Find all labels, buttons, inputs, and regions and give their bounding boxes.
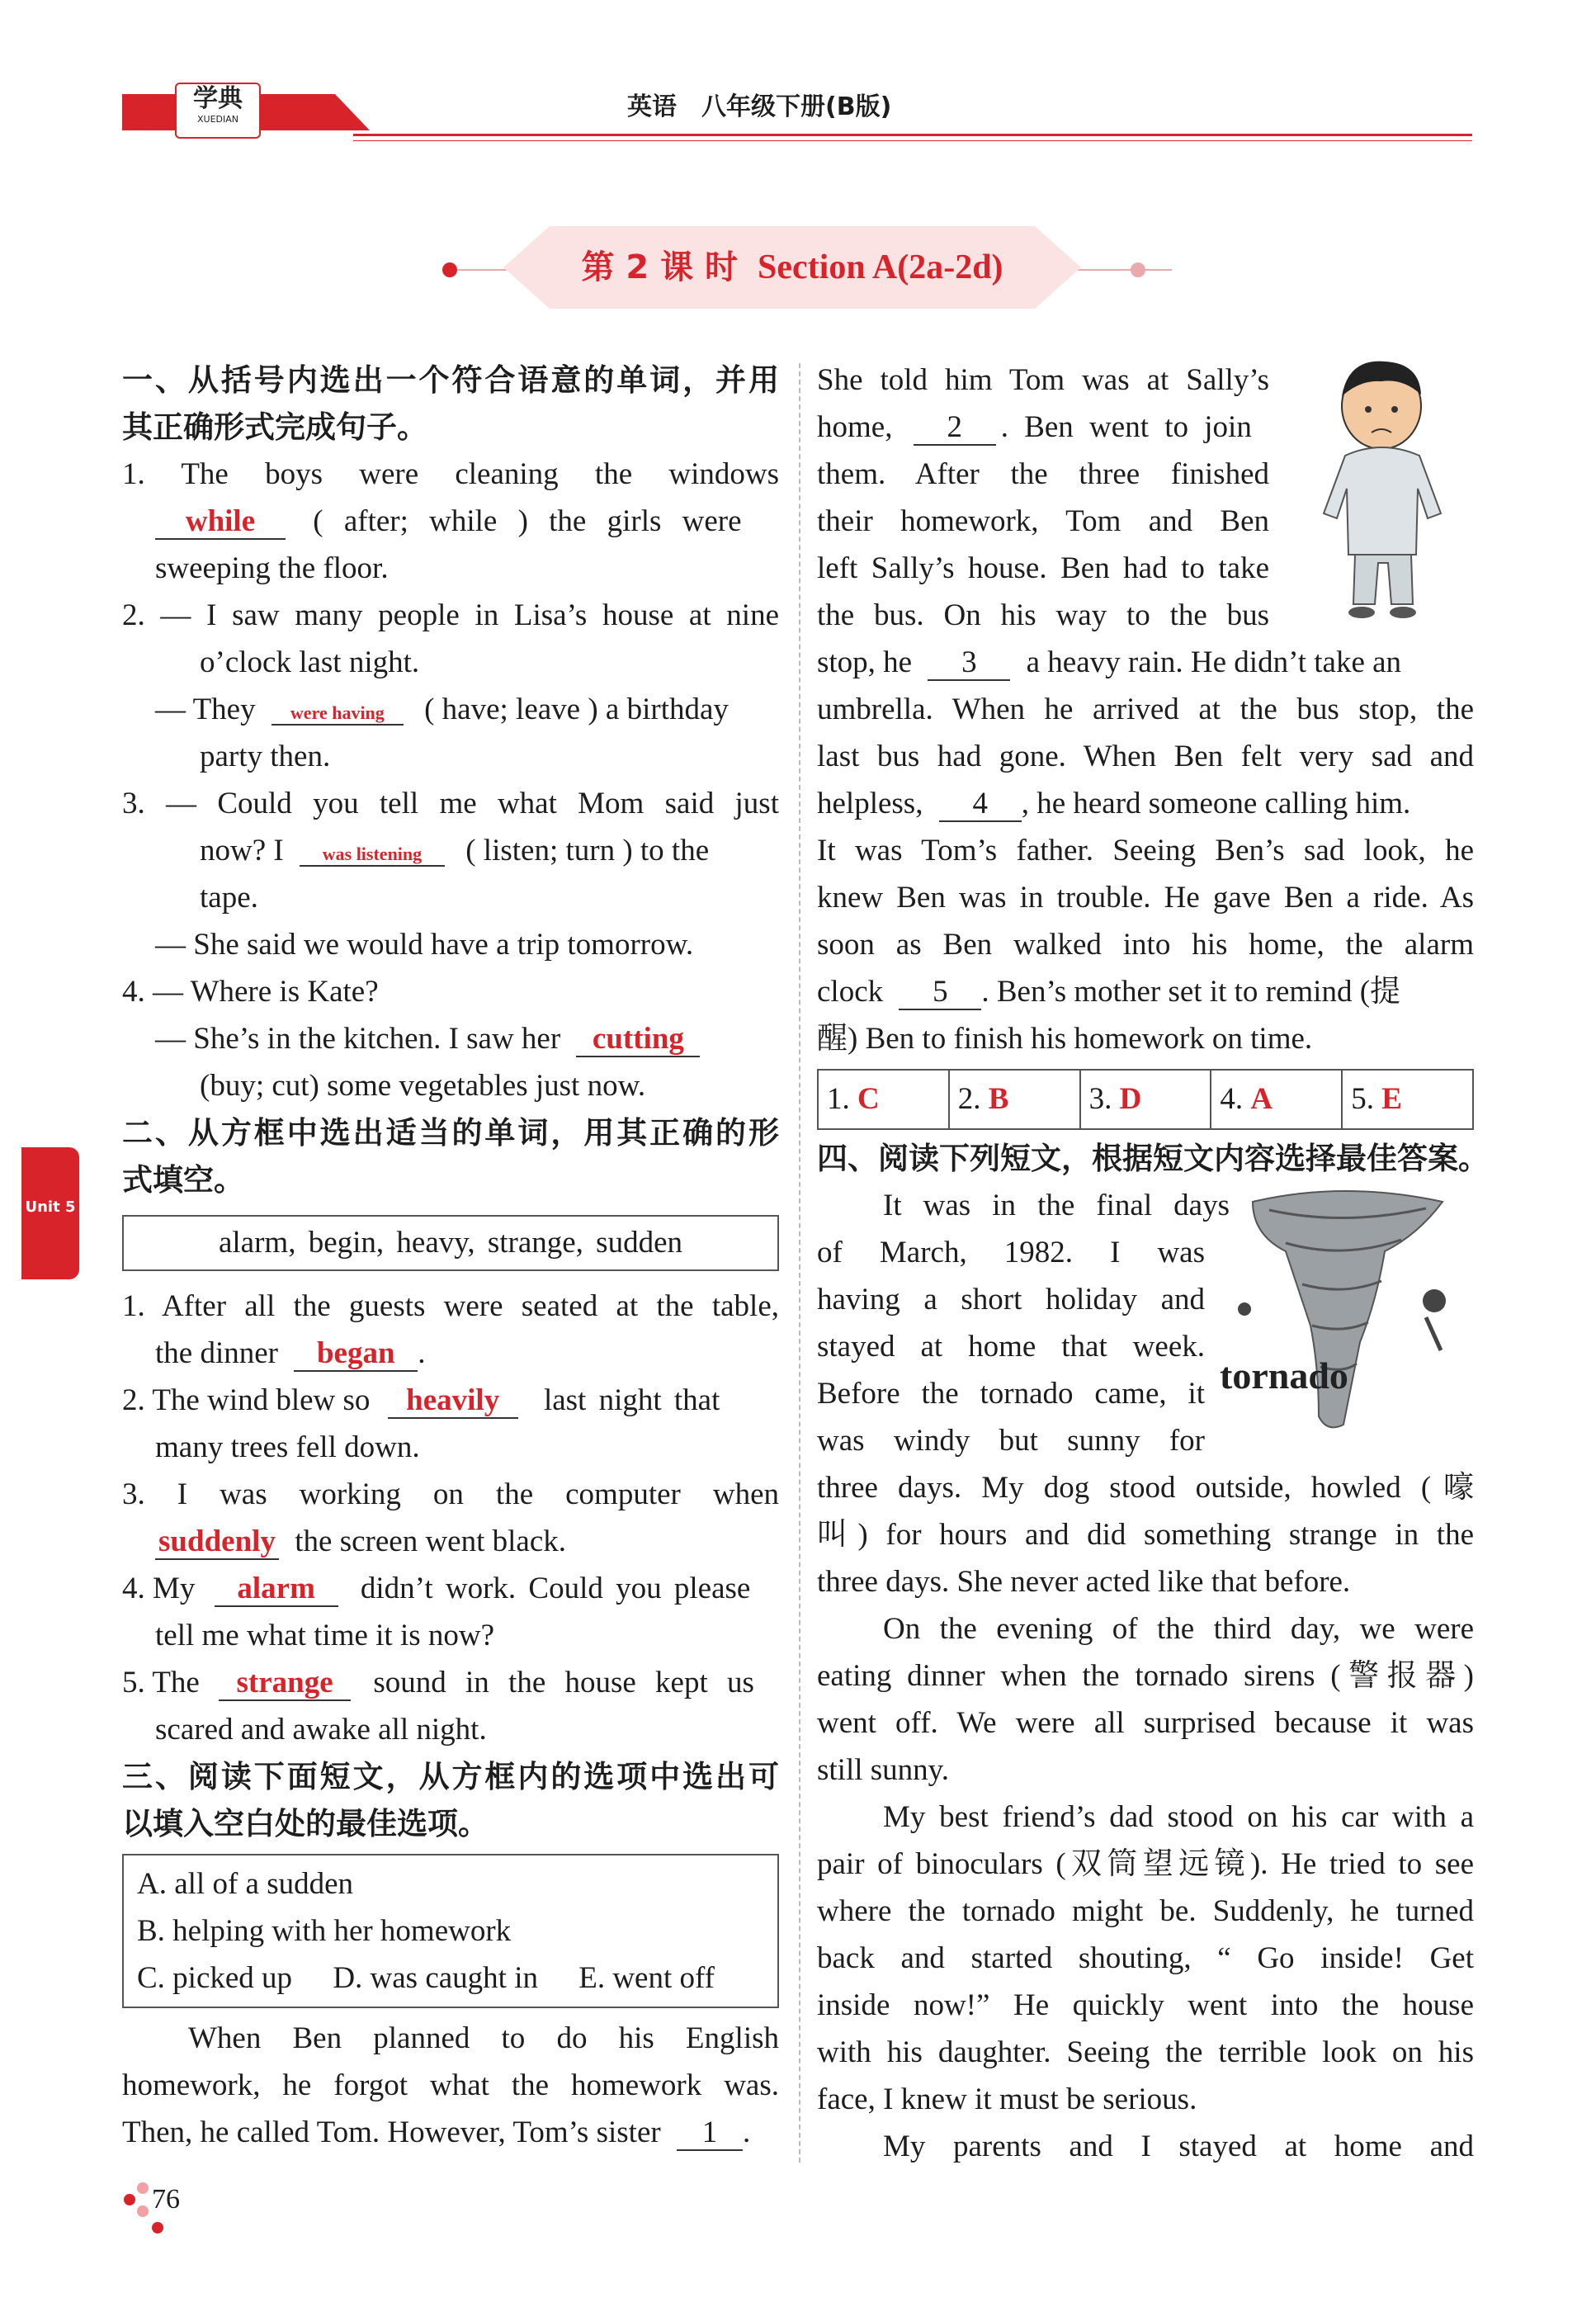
- p4-l12: went off. We were all surprised because it was: [817, 1706, 1474, 1740]
- p2-q1-end: .: [418, 1336, 426, 1370]
- p2-q2-line2: many trees fell down.: [155, 1430, 420, 1464]
- p3-r5: left Sally’s house. Ben had to take: [817, 551, 1269, 585]
- section-name: Section A(2a-2d): [758, 248, 1003, 286]
- header-rule-thin: [353, 140, 1472, 141]
- p3-r6: the bus. On his way to the bus: [817, 598, 1269, 632]
- p4-l3: having a short holiday and: [817, 1283, 1205, 1316]
- tornado-drawing: [1220, 1185, 1467, 1449]
- column-divider: [799, 363, 800, 2163]
- p2-q3-line2: [122, 1518, 779, 1565]
- p1-q1-answer: while: [155, 506, 286, 540]
- p2-q3-answer: suddenly: [155, 1526, 279, 1560]
- boy-illustration: [1296, 357, 1477, 629]
- logo-cn: 学典: [193, 84, 243, 113]
- answer-num-4: 4.: [1220, 1082, 1244, 1116]
- p3-r14-text-b: . Ben’s mother set it to remind (提: [981, 975, 1401, 1009]
- p1-q2-text-b: ( have; leave ) a birthday: [424, 693, 729, 726]
- p2-q5-answer: strange: [219, 1667, 351, 1701]
- page-number-area: [124, 2179, 223, 2245]
- p3-blank-5: 5: [899, 976, 981, 1010]
- answer-val-4: A: [1250, 1082, 1273, 1116]
- p1-q3-text-a: now? I: [200, 834, 284, 867]
- p1-q4-line3: (buy; cut) some vegetables just now.: [200, 1069, 646, 1103]
- p1-q3-text-b: ( listen; turn ) to the: [465, 834, 710, 867]
- p3-r2: [817, 404, 1269, 451]
- answer-val-1: C: [857, 1082, 880, 1116]
- p2-q3-text: the screen went black.: [295, 1524, 566, 1558]
- p1-q2-answer: were having: [272, 704, 404, 726]
- deco-dot-4: [152, 2222, 163, 2234]
- p1-q3-line4: — She said we would have a trip tomorrow.: [155, 928, 694, 962]
- banner-dot-left: [442, 262, 457, 277]
- answer-val-3: D: [1119, 1082, 1142, 1116]
- part3-heading-1: 三、阅读下面短文，从方框内的选项中选出可: [122, 1759, 779, 1794]
- p3-blank-1: 1: [677, 2117, 743, 2151]
- lesson-banner: [380, 221, 1213, 319]
- p4-l6: was windy but sunny for: [817, 1424, 1205, 1458]
- option-e: E. went off: [578, 1961, 715, 1995]
- answer-cell-2: [950, 1071, 1081, 1128]
- p3-r7: [817, 639, 1474, 686]
- p1-q2-line3: [122, 686, 779, 733]
- deco-dot-2: [137, 2182, 149, 2194]
- p4-l5: Before the tornado came, it: [817, 1377, 1205, 1411]
- p1-q2-line2: o’clock last night.: [200, 645, 420, 679]
- tornado-illustration: [1220, 1185, 1467, 1449]
- page-header: [122, 83, 1472, 149]
- p1-q4-text: — She’s in the kitchen. I saw her: [155, 1022, 561, 1056]
- answer-val-2: B: [988, 1082, 1009, 1116]
- p1-q4-line2: [122, 1015, 779, 1062]
- p1-q4-answer: cutting: [576, 1023, 700, 1057]
- p3-r2-text-a: home,: [817, 410, 893, 444]
- answer-val-5: E: [1381, 1082, 1402, 1116]
- unit-tab-label: Unit 5: [25, 1198, 76, 1216]
- p2-q5-text-a: 5. The: [122, 1666, 200, 1699]
- part4-heading: 四、阅读下列短文，根据短文内容选择最佳答案。: [817, 1141, 1489, 1176]
- part3-option-box: [122, 1854, 779, 2008]
- unit-side-tab: [21, 1147, 79, 1279]
- p3-r8: umbrella. When he arrived at the bus stop, the: [817, 693, 1474, 726]
- banner-dot-right: [1131, 262, 1145, 277]
- p4-l7: three days. My dog stood outside, howled (嚎: [817, 1471, 1474, 1505]
- p3-r13: soon as Ben walked into his home, the alarm: [817, 928, 1474, 962]
- p3-passage-line1: When Ben planned to do his English: [188, 2021, 779, 2055]
- boy-drawing: [1296, 357, 1477, 629]
- p1-q2-text-a: — They: [155, 693, 256, 726]
- p2-q1-text: the dinner: [155, 1336, 278, 1370]
- part3-heading-2: 以填入空白处的最佳选项。: [122, 1806, 489, 1841]
- p3-passage-line3: Then, he called Tom. However, Tom’s sister 1 .: [122, 2115, 751, 2149]
- left-column: [122, 357, 779, 2156]
- p4-l16: where the tornado might be. Suddenly, he turned: [817, 1894, 1474, 1928]
- p3-r14-text-a: clock: [817, 975, 884, 1009]
- p3-r10-text-a: helpless,: [817, 787, 923, 820]
- p1-q2-line1: 2. — I saw many people in Lisa’s house at nine: [122, 598, 779, 632]
- p4-l13: still sunny.: [817, 1753, 950, 1787]
- p3-r4: their homework, Tom and Ben: [817, 504, 1269, 538]
- answer-num-3: 3.: [1088, 1082, 1112, 1116]
- p4-l18: inside now!” He quickly went into the house: [817, 1988, 1474, 2022]
- part3-answer-table: [817, 1069, 1474, 1130]
- part1-heading-1: 一、从括号内选出一个符合语意的单词，并用: [122, 362, 779, 398]
- p3-blank-2: 2: [914, 412, 996, 446]
- option-cde: [137, 1955, 764, 2002]
- p3-r7-text-a: stop, he: [817, 645, 913, 679]
- p4-l9: three days. She never acted like that before.: [817, 1565, 1351, 1599]
- p4-l20: face, I knew it must be serious.: [817, 2082, 1197, 2116]
- part4-passage: [817, 1182, 1474, 2170]
- logo: [175, 83, 261, 139]
- p2-q4-text-a: 4. My: [122, 1572, 196, 1605]
- part2-heading-2: 式填空。: [122, 1162, 244, 1198]
- deco-dot-1: [124, 2194, 135, 2205]
- p2-q4-text-b: didn’t work. Could you please: [360, 1572, 751, 1605]
- p4-l19: with his daughter. Seeing the terrible look on his: [817, 2035, 1474, 2069]
- p1-q1-line3: sweeping the floor.: [155, 551, 389, 585]
- header-rule: [353, 134, 1472, 136]
- p2-q2-text-a: 2. The wind blew so: [122, 1383, 371, 1417]
- p3-r10-text-b: , he heard someone calling him.: [1021, 787, 1411, 820]
- option-d: D. was caught in: [333, 1961, 538, 1995]
- part2-word-box: alarm, begin, heavy, strange, sudden: [122, 1215, 779, 1271]
- p3-r12: knew Ben was in trouble. He gave Ben a ride. As: [817, 881, 1474, 915]
- p2-q5-line2: scared and awake all night.: [155, 1713, 487, 1747]
- answer-cell-4: [1211, 1071, 1343, 1128]
- p4-l2: of March, 1982. I was: [817, 1236, 1205, 1269]
- answer-num-5: 5.: [1351, 1082, 1374, 1116]
- p2-q4-line2: tell me what time it is now?: [155, 1619, 495, 1652]
- part2-heading-1: 二、从方框中选出适当的单词，用其正确的形: [122, 1115, 779, 1151]
- p4-l15: pair of binoculars (双筒望远镜). He tried to see: [817, 1847, 1474, 1881]
- p2-q2-text-b: last night that: [543, 1383, 720, 1417]
- p2-q4-line1: [122, 1565, 779, 1612]
- p3-blank-3: 3: [928, 647, 1010, 681]
- p1-q2-line4: party then.: [200, 740, 331, 773]
- p4-l17: back and started shouting, “ Go inside! Get: [817, 1941, 1474, 1975]
- answer-num-2: 2.: [957, 1082, 981, 1116]
- option-a: A. all of a sudden: [137, 1867, 354, 1901]
- p3-r3: them. After the three finished: [817, 457, 1269, 491]
- p2-q2-answer: heavily: [388, 1385, 518, 1419]
- answer-cell-1: [819, 1071, 950, 1128]
- p3-passage-line2: homework, he forgot what the homework was.: [122, 2068, 779, 2102]
- answer-num-1: 1.: [827, 1082, 850, 1116]
- p1-q3-line2: [122, 827, 779, 874]
- option-c: C. picked up: [137, 1961, 293, 1995]
- p3-blank-4: 4: [939, 788, 1022, 822]
- p1-q1-text: ( after; while ) the girls were: [313, 504, 742, 538]
- p4-l14: My best friend’s dad stood on his car with a: [883, 1800, 1474, 1834]
- answer-cell-3: [1081, 1071, 1212, 1128]
- p4-l10: On the evening of the third day, we were: [883, 1612, 1474, 1646]
- p4-l11: eating dinner when the tornado sirens (警报器): [817, 1659, 1474, 1693]
- p1-q4-line1: 4. — Where is Kate?: [122, 975, 379, 1009]
- p3-r10: [817, 780, 1474, 827]
- banner-text: [503, 226, 1081, 309]
- p4-l21: My parents and I stayed at home and: [883, 2130, 1474, 2163]
- p1-q3-line3: tape.: [200, 881, 258, 915]
- p3-r2-text-b: . Ben went to join: [1000, 410, 1252, 444]
- p3-r15: 醒) Ben to finish his homework on time.: [817, 1022, 1313, 1056]
- p3-r1: She told him Tom was at Sally’s: [817, 363, 1269, 397]
- logo-en: XUEDIAN: [196, 114, 238, 125]
- page-number: 76: [152, 2184, 180, 2215]
- answer-cell-5: [1343, 1071, 1472, 1128]
- p1-q1-line2: [122, 498, 779, 545]
- p2-q5-text-b: sound in the house kept us: [373, 1666, 754, 1699]
- part1-heading-2: 其正确形式完成句子。: [122, 409, 427, 445]
- deco-dot-3: [137, 2205, 149, 2217]
- right-column: [817, 357, 1489, 2170]
- p2-q1-line1: 1. After all the guests were seated at the table,: [122, 1289, 779, 1323]
- p1-q3-line1: 3. — Could you tell me what Mom said just: [122, 787, 779, 820]
- p3-passage-text: Then, he called Tom. However, Tom’s sister: [122, 2115, 661, 2149]
- p2-q2-line1: [122, 1377, 779, 1424]
- p2-q3-line1: 3. I was working on the computer when: [122, 1477, 779, 1511]
- p2-q4-answer: alarm: [215, 1573, 338, 1607]
- tornado-label: tornado: [1220, 1354, 1348, 1397]
- p4-l8: 叫) for hours and did something strange in the: [817, 1518, 1474, 1552]
- p3-r14: [817, 968, 1474, 1015]
- p2-q1-line2: [122, 1330, 779, 1377]
- p3-r9: last bus had gone. When Ben felt very sad and: [817, 740, 1474, 773]
- p2-q5-line1: [122, 1659, 779, 1706]
- book-title: 英语 八年级下册(B版): [627, 92, 892, 121]
- option-b: B. helping with her homework: [137, 1914, 512, 1948]
- p3-r7-text-b: a heavy rain. He didn’t take an: [1026, 645, 1402, 679]
- p4-l1: It was in the final days: [883, 1189, 1230, 1222]
- p1-q3-answer: was listening: [300, 845, 445, 867]
- lesson-number: 第 2 课 时: [581, 248, 739, 286]
- p1-q1-line1: 1. The boys were cleaning the windows: [122, 457, 779, 491]
- p3-r11: It was Tom’s father. Seeing Ben’s sad look, he: [817, 834, 1474, 867]
- p4-l4: stayed at home that week.: [817, 1330, 1205, 1364]
- p2-q1-answer: began: [294, 1338, 418, 1372]
